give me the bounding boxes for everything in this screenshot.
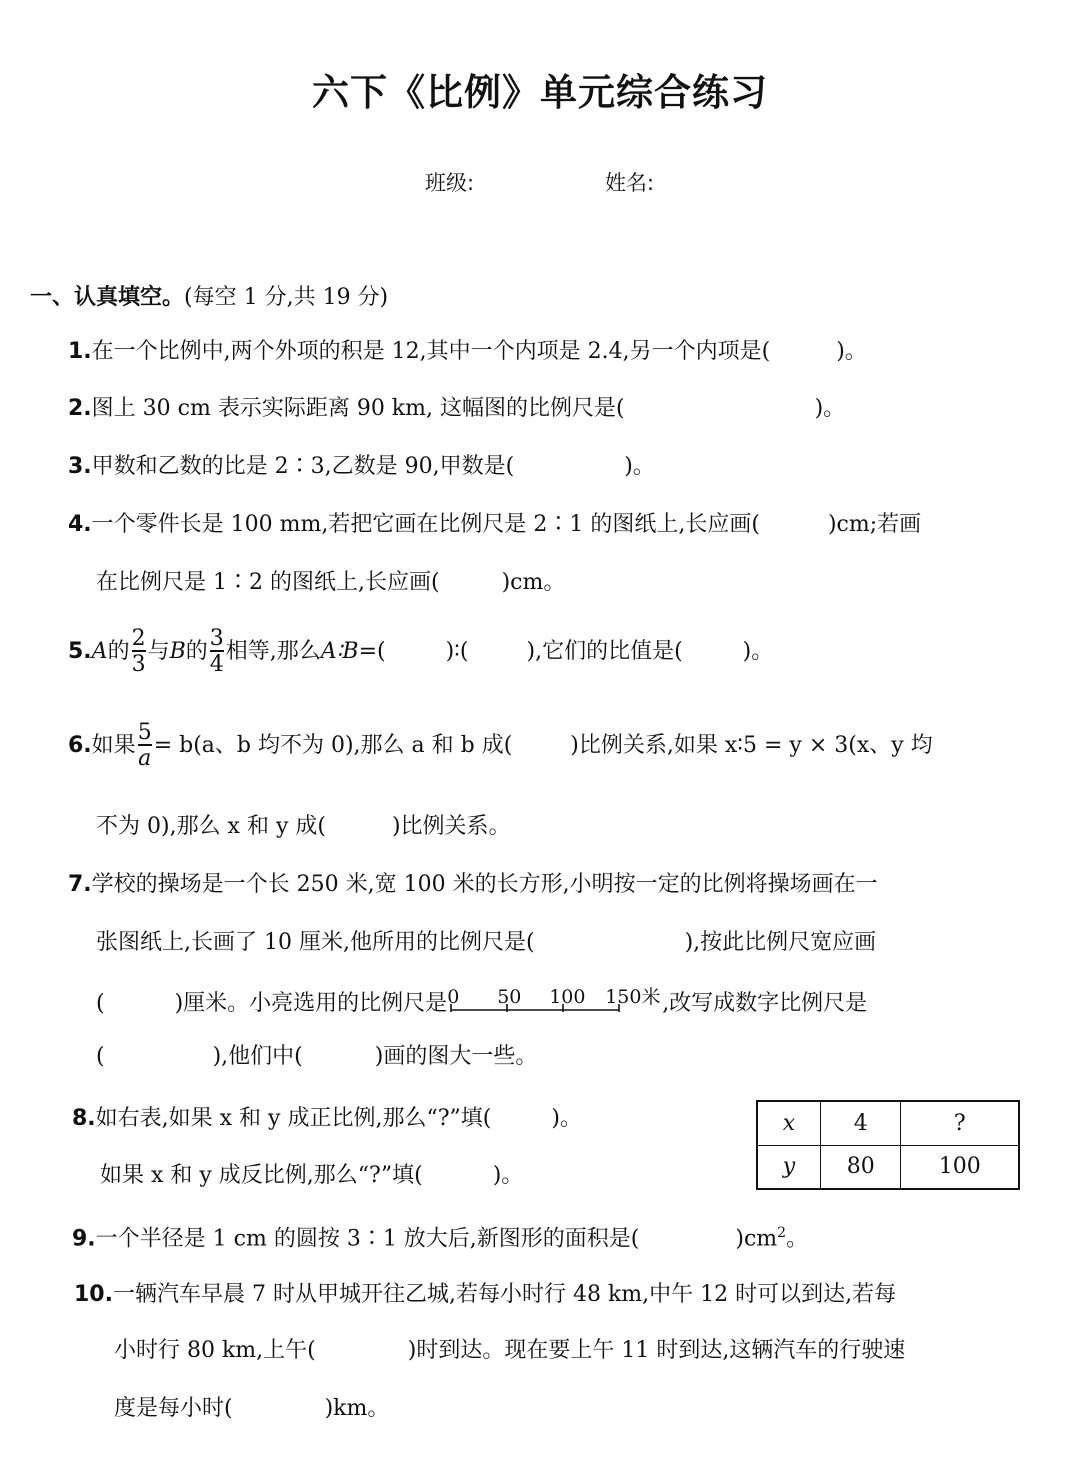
scale-tick-label: 150米 [605,986,661,1008]
question-4: 4.一个零件长是 100 mm,若把它画在比例尺是 2∶1 的图纸上,长应画( )cm;若画 [68,512,922,537]
question-number: 6. [68,733,92,758]
fraction-2-3: $\frac{2}{3}$ [131,626,146,677]
question-3: 3.甲数和乙数的比是 2∶3,乙数是 90,甲数是( )。 [68,454,655,479]
class-label: 班级: [425,171,475,195]
question-number: 10. [74,1282,113,1307]
question-4-cont: 在比例尺是 1∶2 的图纸上,长应画( )cm。 [96,570,566,595]
question-number: 3. [68,454,92,479]
page-title: 六下《比例》单元综合练习 [312,71,768,114]
question-10: 10.一辆汽车早晨 7 时从甲城开往乙城,若每小时行 48 km,中午 12 时可以到达,若每 [74,1282,897,1307]
question-7-line3: ( )厘米。小亮选用的比例尺是 0 50 100 150米 ,改写成数字比例尺是 [96,986,868,1016]
table-row [757,1101,1019,1145]
question-number: 1. [68,339,92,364]
question-7: 7.学校的操场是一个长 250 米,宽 100 米的长方形,小明按一定的比例将操场画在一 [68,872,878,897]
table-cell: 80 [821,1145,901,1189]
question-number: 4. [68,512,92,537]
scale-tick-label: 0 [447,986,460,1008]
scale-tick-label: 100 [549,986,586,1008]
question-number: 7. [68,872,92,897]
fraction-3-4: $\frac{3}{4}$ [209,626,224,677]
scale-tick-label: 50 [497,986,522,1008]
question-10-line3: 度是每小时( )km。 [114,1396,390,1421]
question-6: 6.如果 $\frac{5}{a}$ = b(a、b 均不为 0),那么 a 和 b 成( )比例关系,如果 x∶5 = y × 3(x、y 均 [68,720,933,771]
table-cell: ? [901,1101,1019,1145]
question-number: 8. [72,1106,96,1131]
table-cell: 4 [821,1101,901,1145]
x-label: x [757,1101,821,1145]
question-5: 5.A的 $\frac{2}{3}$ 与B的 $\frac{3}{4}$ 相等,那么A∶B=( )∶( ),它们的比值是( )。 [68,626,774,677]
question-2: 2.图上 30 cm 表示实际距离 90 km, 这幅图的比例尺是( )。 [68,396,846,421]
question-10-line2: 小时行 80 km,上午( )时到达。现在要上午 11 时到达,这辆汽车的行驶速 [114,1338,906,1363]
table-row [757,1145,1019,1189]
section-heading [30,280,388,311]
section-title: 一、认真填空。 [30,285,185,310]
question-8-cont: 如果 x 和 y 成反比例,那么“?”填( )。 [100,1163,524,1188]
question-7-line2: 张图纸上,长画了 10 厘米,他所用的比例尺是( ),按此比例尺宽应画 [96,930,877,955]
section-note: (每空 1 分,共 19 分) [184,285,389,310]
question-6-cont: 不为 0),那么 x 和 y 成( )比例关系。 [96,814,511,839]
question-7-line4: ( ),他们中( )画的图大一些。 [96,1044,538,1069]
name-label: 姓名: [605,171,655,195]
question-number: 9. [72,1226,96,1252]
question-number: 5. [68,639,92,664]
question-1: 1.在一个比例中,两个外项的积是 12,其中一个内项是 2.4,另一个内项是( )。 [68,339,867,364]
fraction-5-a: $\frac{5}{a}$ [137,720,152,771]
y-label: y [757,1145,821,1189]
question-9: 9.一个半径是 1 cm 的圆按 3∶1 放大后,新图形的面积是( )$cm^2$。 [72,1225,809,1252]
line-scale-bar [447,988,662,1014]
question-number: 2. [68,396,92,421]
question-8: 8.如右表,如果 x 和 y 成正比例,那么“?”填( )。 [72,1106,582,1131]
xy-table [756,1100,1020,1190]
table-cell: 100 [901,1145,1019,1189]
